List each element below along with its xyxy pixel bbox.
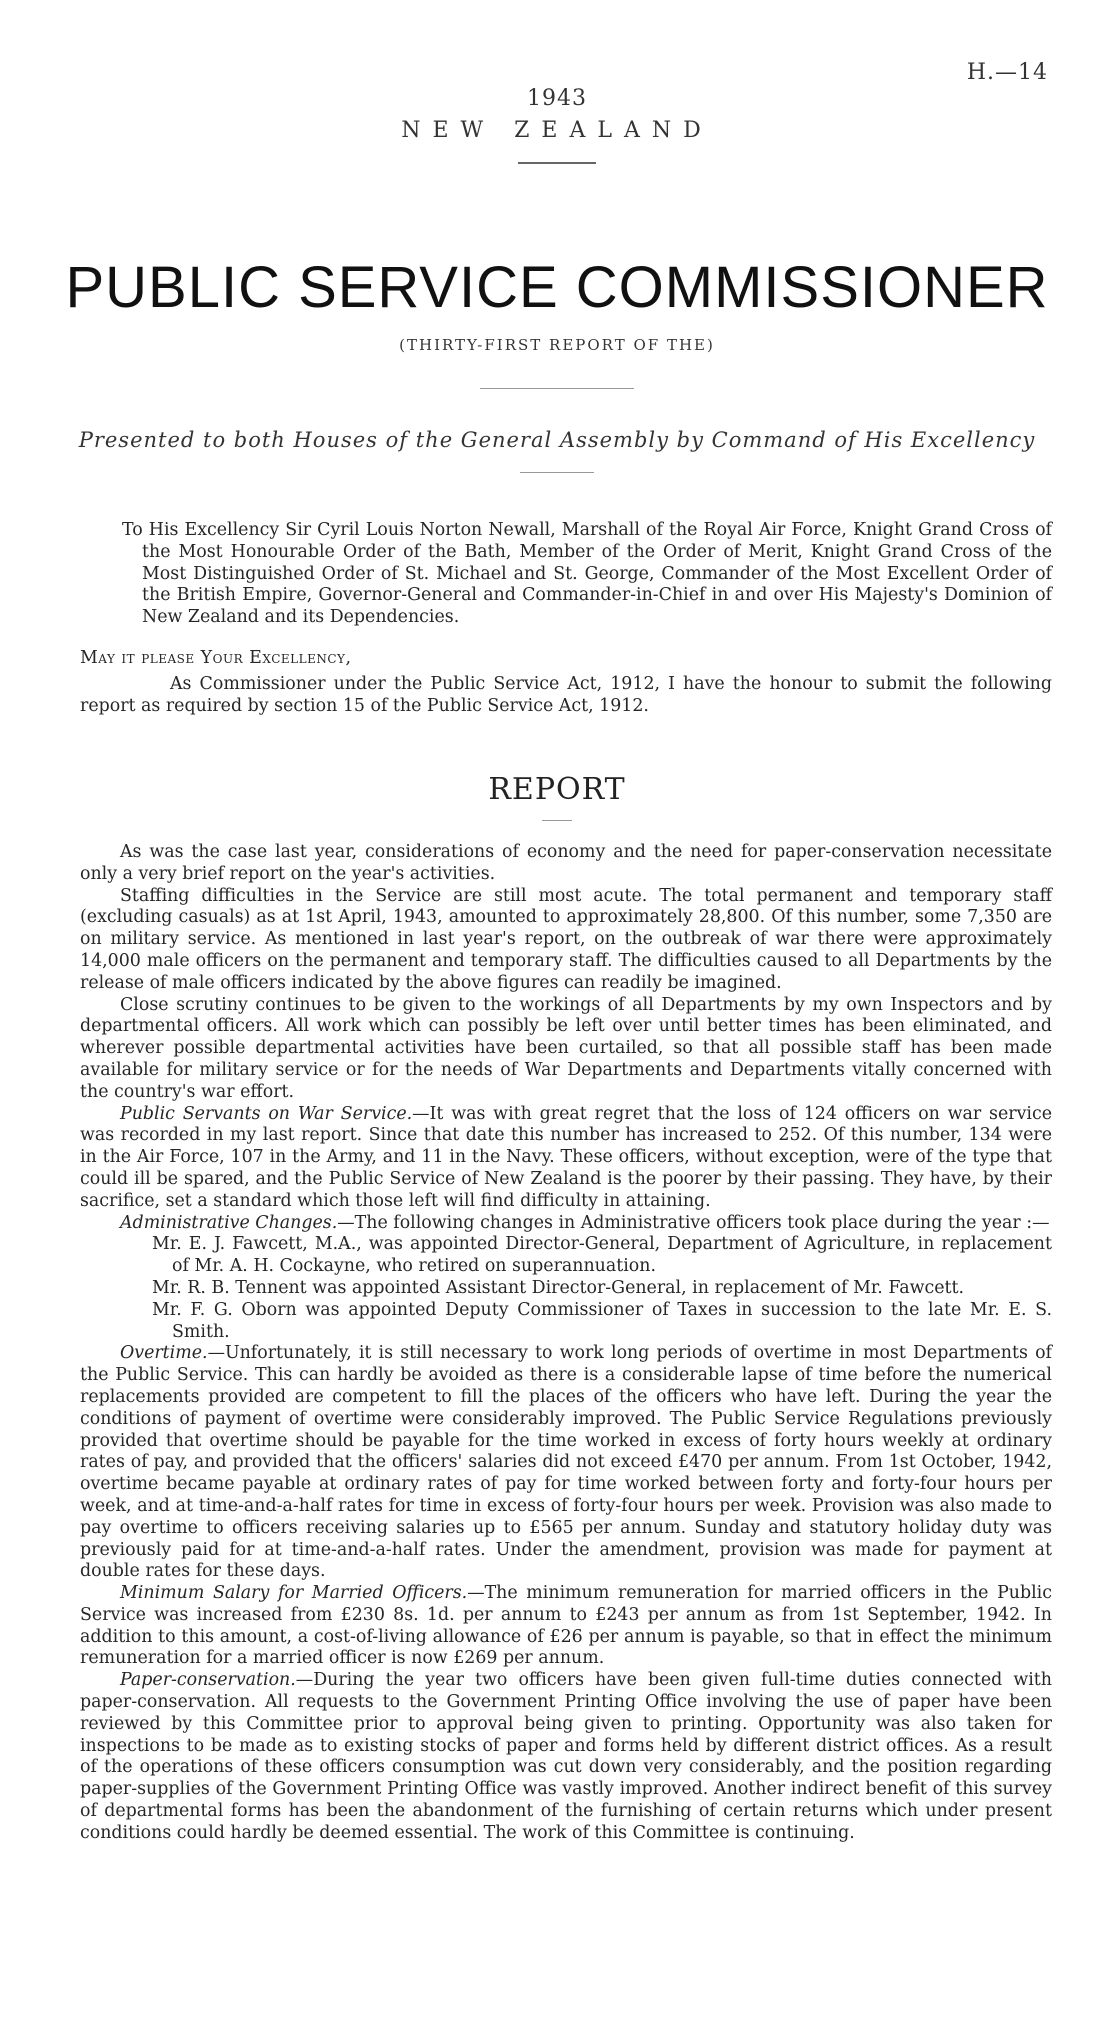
- paragraph-administrative-changes: [80, 1213, 1052, 1235]
- change-item: Mr. R. B. Tennent was appointed Assistant Director-General, in replacement of Mr. Fawcett.: [152, 1277, 965, 1298]
- paragraph-war-service: [80, 1104, 1052, 1213]
- address-paragraph: To His Excellency Sir Cyril Louis Norton Newall, Marshall of the Royal Air Force, Knight Grand Cross of the Most Honourable Order of the Bath, Member of the Order of Merit, Knight Grand Cross of the Most Distinguished Order of St. Michael and St. George, Commander of the Most Excellent Order of the British Empire, Governor-General and Commander-in-Chief in and over His Majesty's Dominion of New Zealand and its Dependencies.: [122, 520, 1052, 628]
- year-heading: 1943: [527, 86, 587, 111]
- opening-paragraph: As Commissioner under the Public Service Act, 1912, I have the honour to submit the following report as required by section 15 of the Public Service Act, 1912.: [80, 674, 1052, 716]
- salutation: May it please Your Excellency,: [80, 648, 352, 668]
- report-body: [80, 842, 1052, 1845]
- page-code: H.—14: [966, 60, 1048, 85]
- section-text-administrative-changes: —The following changes in Administrative officers took place during the year :—: [337, 1212, 1050, 1233]
- paragraph-staffing: Staffing difficulties in the Service are still most acute. The total permanent and temporary staff (excluding casuals) as at 1st April, 1943, amounted to approximately 28,800. Of this number, some 7,350 are on military service. As mentioned in last year's report, on the outbreak of war there were approximately 14,000 male officers on the permanent and temporary staff. The difficulties caused to all Departments by the release of male officers indicated by the above figures can readily be imagined.: [80, 885, 1052, 993]
- section-heading-minimum-salary: Minimum Salary for Married Officers.: [120, 1583, 468, 1604]
- section-heading-overtime: Overtime.: [120, 1343, 208, 1364]
- presented-line: Presented to both Houses of the General Assembly by Command of His Excellency: [78, 428, 1036, 452]
- section-text-war-service: —It was with great regret that the loss of 124 officers on war service was recorded in my last report. Since that date this number has increased to 252. Of this number, 134 were in the Air Force, 107 in the Army, and 11 in the Navy. These officers, without exception, were of the type that could ill be spared, and the Public Service of New Zealand is the poorer by their passing. They have, by their sacrifice, set a standard which those left will find difficulty in attaining.: [80, 1103, 1052, 1211]
- paragraph-scrutiny: Close scrutiny continues to be given to the workings of all Departments by my own Inspectors and by departmental officers. All work which can possibly be left over until better times has been eliminated, and wherever possible departmental activities have been curtailed, so that all possible staff has been made available for military service or for the needs of War Departments and Departments vitally concerned with the country's war effort.: [80, 994, 1052, 1102]
- paragraph-economy: As was the case last year, considerations of economy and the need for paper-conservation necessitate only a very brief report on the year's activities.: [80, 842, 1052, 884]
- section-text-paper-conservation: —During the year two officers have been given full-time duties connected with paper-conservation. All requests to the Government Printing Office involving the use of paper have been reviewed by this Committee prior to approval being given to printing. Opportunity was also taken for inspections to be made as to existing stocks of paper and forms held by different district offices. As a result of the operations of these officers consumption was cut down very considerably, and the position regarding paper-supplies of the Government Printing Office was vastly improved. Another indirect benefit of this survey of departmental forms has been the abandonment of the furnishing of certain returns which under present conditions could hardly be deemed essential. The work of this Committee is continuing.: [80, 1670, 1052, 1843]
- divider-rule: [542, 820, 572, 821]
- divider-rule: [520, 472, 594, 473]
- country-heading: NEW ZEALAND: [401, 118, 713, 143]
- paragraph-minimum-salary: [80, 1583, 1052, 1670]
- divider-rule: [518, 162, 596, 164]
- document-subtitle: (THIRTY-FIRST REPORT OF THE): [399, 336, 715, 354]
- change-item: Mr. E. J. Fawcett, M.A., was appointed Director-General, Department of Agriculture, in replacement of Mr. A. H. Cockayne, who retired on superannuation.: [152, 1234, 1052, 1277]
- document-title: PUBLIC SERVICE COMMISSIONER: [65, 255, 1049, 320]
- paragraph-paper-conservation: [80, 1670, 1052, 1844]
- section-heading-administrative-changes: Administrative Changes.: [120, 1212, 338, 1233]
- section-text-overtime: —Unfortunately, it is still necessary to work long periods of overtime in most Departments of the Public Service. This can hardly be avoided as there is a considerable lapse of time before the numerical replacements provided are competent to fill the places of the officers who have left. During the year the conditions of payment of overtime were considerably improved. The Public Service Regulations previously provided that overtime should be payable for the time worked in excess of forty hours weekly at ordinary rates of pay, and provided that the officers' salaries did not exceed £470 per annum. From 1st October, 1942, overtime became payable at ordinary rates of pay for time worked between forty and forty-four hours per week, and at time-and-a-half rates for time in excess of forty-four hours per week. Provision was also made to pay overtime to officers receiving salaries up to £565 per annum. Sunday and statutory holiday duty was previously paid for at time-and-a-half rates. Under the amendment, provision was made for payment at double rates for these days.: [80, 1343, 1052, 1582]
- report-heading: REPORT: [488, 772, 626, 807]
- section-heading-paper-conservation: Paper-conservation.: [120, 1670, 296, 1691]
- divider-rule: [480, 388, 634, 389]
- paragraph-overtime: [80, 1343, 1052, 1583]
- change-item: Mr. F. G. Oborn was appointed Deputy Commissioner of Taxes in succession to the late Mr. E. S. Smith.: [152, 1299, 1052, 1342]
- section-heading-war-service: Public Servants on War Service.: [120, 1103, 413, 1124]
- section-text-minimum-salary: —The minimum remuneration for married officers in the Public Service was increased from £230 8s. 1d. per annum to £243 per annum as from 1st September, 1942. In addition to this amount, a cost-of-living allowance of £26 per annum is payable, so that in effect the minimum remuneration for a married officer is now £269 per annum.: [80, 1583, 1052, 1669]
